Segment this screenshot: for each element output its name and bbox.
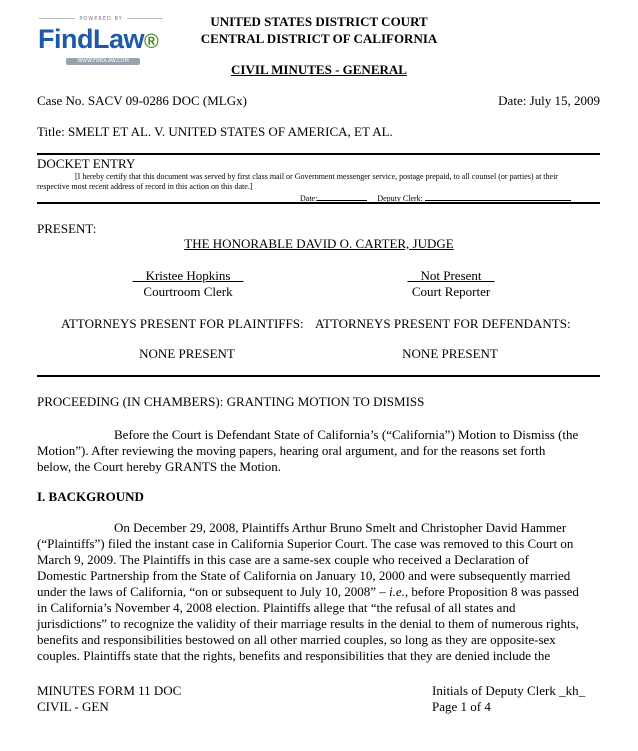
divider — [37, 202, 600, 204]
footer-civil: CIVIL - GEN — [37, 699, 109, 714]
present-label: PRESENT: — [37, 221, 97, 236]
background-line: in California’s November 4, 2008 election. Plaintiffs allege that “the refusal of all states and — [37, 600, 516, 615]
reporter-role: Court Reporter — [411, 284, 491, 299]
attorneys-plaintiffs-label: ATTORNEYS PRESENT FOR PLAINTIFFS: — [61, 316, 304, 331]
docket-entry-label: DOCKET ENTRY — [37, 156, 136, 171]
logo-powered-by: POWERED BY — [34, 16, 168, 22]
background-line: (“Plaintiffs”) filed the instant case in California Superior Court. The case was removed to this Court on — [37, 536, 574, 551]
attorneys-defendants-label: ATTORNEYS PRESENT FOR DEFENDANTS: — [315, 316, 571, 331]
background-line: Domestic Partnership from the State of California on January 10, 2000 and were subsequently married — [37, 568, 571, 583]
background-line: March 9, 2009. The Plaintiffs in this case are a same-sex couple who received a Declaration of — [37, 552, 529, 567]
clerk-name: Kristee Hopkins — [145, 268, 231, 283]
logo-url: WWW.FINDLAW.COM — [66, 58, 140, 65]
footer-form: MINUTES FORM 11 DOC — [37, 683, 182, 698]
divider — [37, 153, 600, 155]
intro-line1: Before the Court is Defendant State of California’s (“California”) Motion to Dismiss (the — [114, 427, 579, 442]
divider — [37, 375, 600, 377]
footer-initials: Initials of Deputy Clerk _kh_ — [432, 683, 586, 698]
plaintiffs-none-present: NONE PRESENT — [139, 346, 235, 361]
deputy-clerk-label: Deputy Clerk: — [377, 194, 423, 203]
logo-dot-icon: ® — [144, 31, 159, 53]
intro-line2: Motion”). After reviewing the moving papers, hearing oral argument, and for the reasons set forth — [37, 443, 546, 458]
case-title: Title: SMELT ET AL. V. UNITED STATES OF AMERICA, ET AL. — [37, 124, 393, 139]
background-line: under the laws of California, “on or subsequent to July 10, 2008” – i.e., before Proposition 8 was passed — [37, 584, 579, 599]
clerk-role: Courtroom Clerk — [143, 284, 233, 299]
footer-page-number: Page 1 of 4 — [432, 699, 491, 714]
court-name-line2: CENTRAL DISTRICT OF CALIFORNIA — [200, 31, 438, 46]
logo-wordmark — [38, 24, 158, 55]
certify-line2: respective most recent address of record in this action on this date.] — [37, 182, 253, 191]
logo-name: FindLaw — [38, 24, 144, 54]
deputy-clerk-blank — [425, 192, 571, 201]
docket-date-label: Date: — [300, 194, 318, 203]
court-name-line1: UNITED STATES DISTRICT COURT — [210, 14, 428, 29]
judge-name: THE HONORABLE DAVID O. CARTER, JUDGE — [184, 236, 454, 251]
background-line: benefits and responsibilities bestowed on all other married couples, so long as they are opposite-sex — [37, 632, 556, 647]
intro-line3: below, the Court hereby GRANTS the Motion. — [37, 459, 281, 474]
section-heading-background: I. BACKGROUND — [37, 489, 144, 504]
docket-date-blank — [317, 192, 367, 201]
background-line: couples. Plaintiffs state that the rights, benefits and responsibilities that they are denied include the — [37, 648, 551, 663]
certify-line1: [I hereby certify that this document was served by first class mail or Government messenger service, postage prepaid, to all counsel (or parties) at their — [75, 172, 558, 181]
findlaw-logo — [34, 16, 168, 66]
proceeding-heading: PROCEEDING (IN CHAMBERS): GRANTING MOTION TO DISMISS — [37, 394, 425, 409]
case-number: Case No. SACV 09-0286 DOC (MLGx) — [37, 93, 247, 108]
background-line: jurisdictions” to recognize the validity of their marriage results in the denial to them of numerous rights, — [37, 616, 579, 631]
defendants-none-present: NONE PRESENT — [402, 346, 498, 361]
minutes-title: CIVIL MINUTES - GENERAL — [231, 62, 407, 77]
reporter-name: Not Present — [420, 268, 482, 283]
case-date: Date: July 15, 2009 — [498, 93, 600, 108]
background-line: On December 29, 2008, Plaintiffs Arthur Bruno Smelt and Christopher David Hammer — [114, 520, 567, 535]
